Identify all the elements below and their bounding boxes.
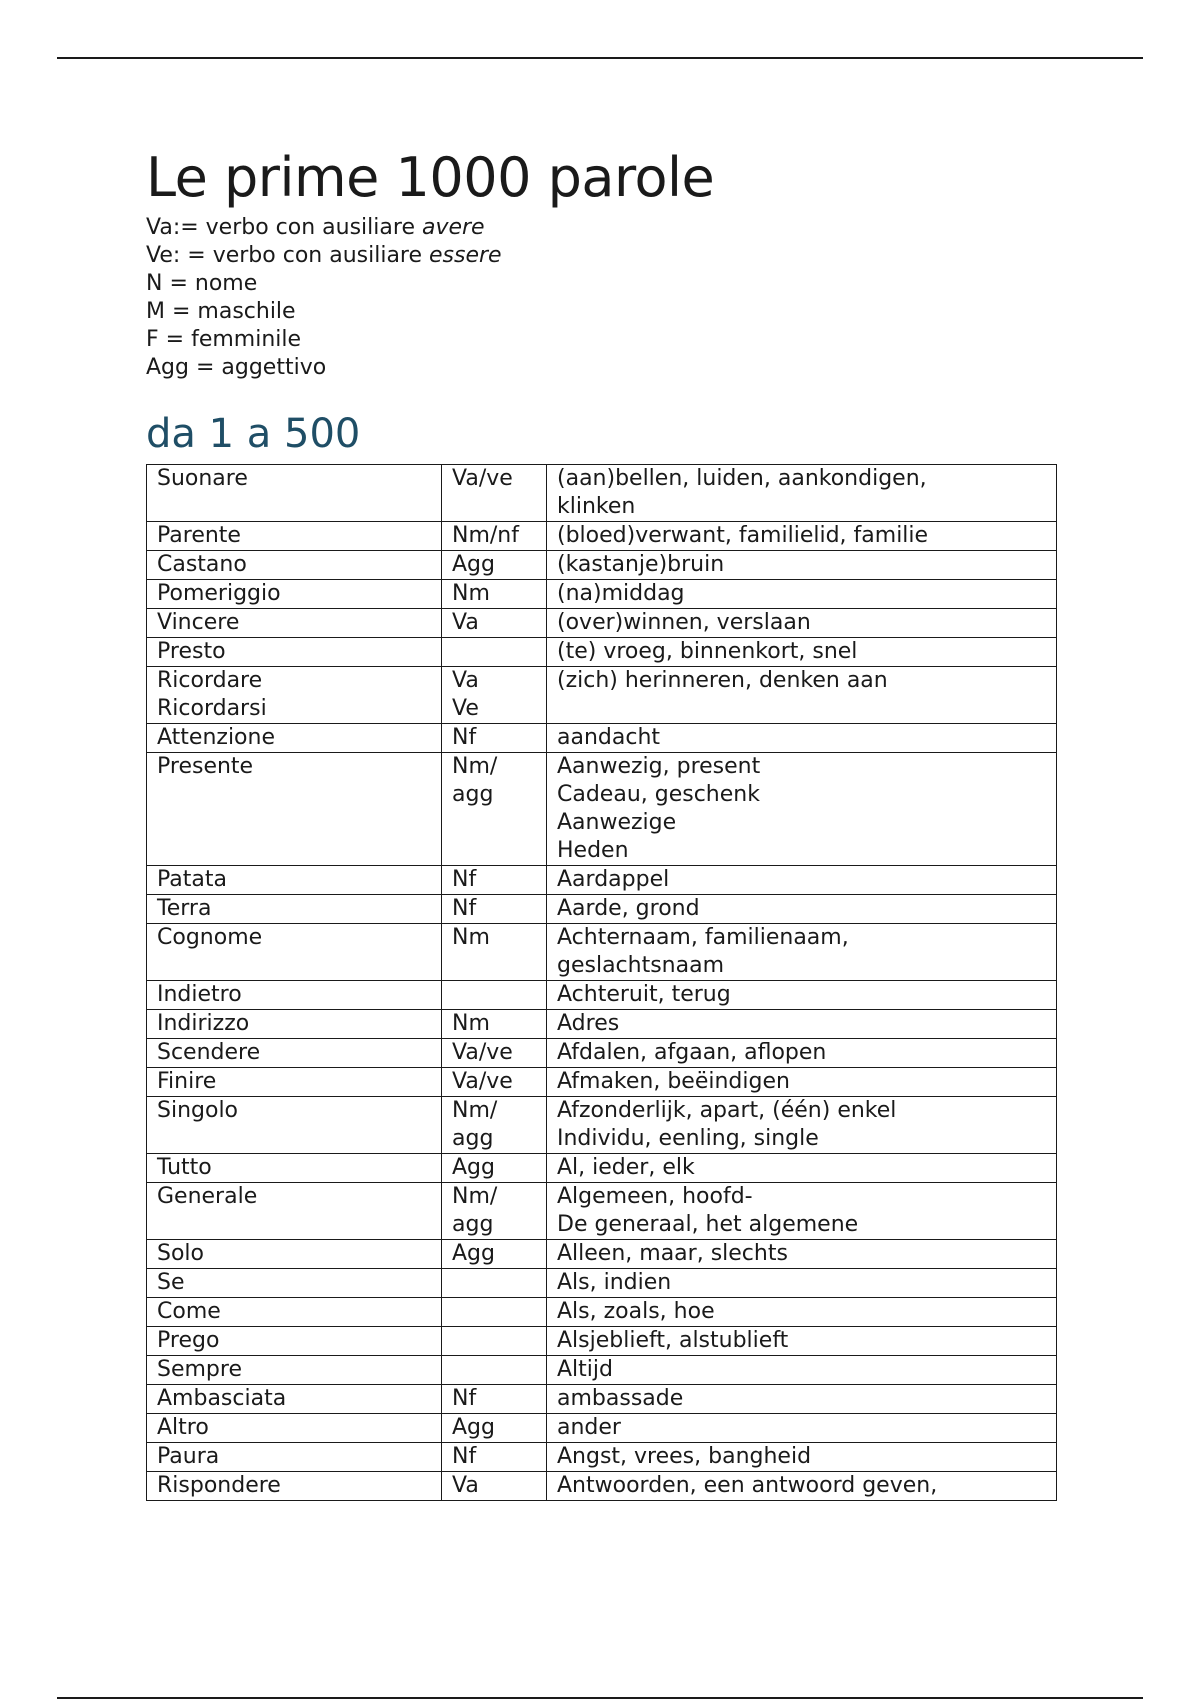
italian-word-cell: Generale bbox=[147, 1183, 442, 1240]
italian-word-cell: Attenzione bbox=[147, 724, 442, 753]
word-type-cell: Nf bbox=[442, 1443, 547, 1472]
legend-emphasis: essere bbox=[429, 243, 502, 268]
table-row bbox=[147, 1356, 1057, 1385]
table-row bbox=[147, 1068, 1057, 1097]
table-row bbox=[147, 1327, 1057, 1356]
word-type-cell: Agg bbox=[442, 551, 547, 580]
italian-word-cell: Ambasciata bbox=[147, 1385, 442, 1414]
translation-cell: ambassade bbox=[547, 1385, 1057, 1414]
translation-cell: (te) vroeg, binnenkort, snel bbox=[547, 638, 1057, 667]
translation-cell: (bloed)verwant, familielid, familie bbox=[547, 522, 1057, 551]
legend-line bbox=[146, 354, 1056, 382]
italian-word-cell: Ricordare Ricordarsi bbox=[147, 667, 442, 724]
italian-word-cell: Come bbox=[147, 1298, 442, 1327]
section-heading: da 1 a 500 bbox=[146, 411, 361, 457]
table-row bbox=[147, 1298, 1057, 1327]
translation-cell: Afzonderlijk, apart, (één) enkel Individu, eenling, single bbox=[547, 1097, 1057, 1154]
word-type-cell: Nf bbox=[442, 866, 547, 895]
legend-line bbox=[146, 298, 1056, 326]
footer-rule bbox=[57, 1697, 1143, 1699]
translation-cell: (na)middag bbox=[547, 580, 1057, 609]
legend-emphasis: avere bbox=[421, 215, 485, 240]
word-type-cell: Va bbox=[442, 1472, 547, 1501]
word-type-cell: Va/ve bbox=[442, 1039, 547, 1068]
italian-word-cell: Altro bbox=[147, 1414, 442, 1443]
translation-cell: (kastanje)bruin bbox=[547, 551, 1057, 580]
vocabulary-table-body bbox=[147, 465, 1057, 1501]
italian-word-cell: Castano bbox=[147, 551, 442, 580]
page-content bbox=[146, 146, 1056, 1501]
legend-line bbox=[146, 242, 1056, 270]
translation-cell: Al, ieder, elk bbox=[547, 1154, 1057, 1183]
table-row bbox=[147, 522, 1057, 551]
word-type-cell: Nm/nf bbox=[442, 522, 547, 551]
translation-cell: Achteruit, terug bbox=[547, 981, 1057, 1010]
word-type-cell: Nf bbox=[442, 1385, 547, 1414]
italian-word-cell: Prego bbox=[147, 1327, 442, 1356]
italian-word-cell: Indietro bbox=[147, 981, 442, 1010]
legend-text: Va:= verbo con ausiliare bbox=[146, 215, 422, 240]
word-type-cell bbox=[442, 981, 547, 1010]
word-type-cell: Nm bbox=[442, 1010, 547, 1039]
translation-cell: aandacht bbox=[547, 724, 1057, 753]
italian-word-cell: Presente bbox=[147, 753, 442, 866]
italian-word-cell: Singolo bbox=[147, 1097, 442, 1154]
word-type-cell bbox=[442, 638, 547, 667]
table-row bbox=[147, 924, 1057, 981]
word-type-cell: Nf bbox=[442, 724, 547, 753]
translation-cell: Algemeen, hoofd- De generaal, het algemene bbox=[547, 1183, 1057, 1240]
italian-word-cell: Parente bbox=[147, 522, 442, 551]
italian-word-cell: Terra bbox=[147, 895, 442, 924]
italian-word-cell: Patata bbox=[147, 866, 442, 895]
legend-line bbox=[146, 326, 1056, 354]
translation-cell: Als, indien bbox=[547, 1269, 1057, 1298]
table-row bbox=[147, 609, 1057, 638]
header-rule bbox=[57, 57, 1143, 59]
page-title: Le prime 1000 parole bbox=[146, 146, 715, 209]
table-row bbox=[147, 724, 1057, 753]
table-row bbox=[147, 1472, 1057, 1501]
translation-cell: Antwoorden, een antwoord geven, bbox=[547, 1472, 1057, 1501]
table-row bbox=[147, 1010, 1057, 1039]
table-row bbox=[147, 1039, 1057, 1068]
table-row bbox=[147, 1443, 1057, 1472]
table-row bbox=[147, 1097, 1057, 1154]
italian-word-cell: Rispondere bbox=[147, 1472, 442, 1501]
translation-cell: Altijd bbox=[547, 1356, 1057, 1385]
translation-cell: Achternaam, familienaam, geslachtsnaam bbox=[547, 924, 1057, 981]
table-row bbox=[147, 1240, 1057, 1269]
legend-text: N = nome bbox=[146, 271, 258, 296]
italian-word-cell: Solo bbox=[147, 1240, 442, 1269]
word-type-cell bbox=[442, 1327, 547, 1356]
italian-word-cell: Vincere bbox=[147, 609, 442, 638]
italian-word-cell: Scendere bbox=[147, 1039, 442, 1068]
italian-word-cell: Suonare bbox=[147, 465, 442, 522]
legend-line bbox=[146, 270, 1056, 298]
italian-word-cell: Presto bbox=[147, 638, 442, 667]
translation-cell: Afmaken, beëindigen bbox=[547, 1068, 1057, 1097]
table-row bbox=[147, 1183, 1057, 1240]
table-row bbox=[147, 1414, 1057, 1443]
translation-cell: Alleen, maar, slechts bbox=[547, 1240, 1057, 1269]
table-row bbox=[147, 981, 1057, 1010]
word-type-cell bbox=[442, 1269, 547, 1298]
table-row bbox=[147, 1385, 1057, 1414]
word-type-cell: Nm bbox=[442, 924, 547, 981]
translation-cell: Aarde, grond bbox=[547, 895, 1057, 924]
table-row bbox=[147, 866, 1057, 895]
table-row bbox=[147, 638, 1057, 667]
italian-word-cell: Tutto bbox=[147, 1154, 442, 1183]
italian-word-cell: Finire bbox=[147, 1068, 442, 1097]
legend-line bbox=[146, 214, 1056, 242]
word-type-cell: Agg bbox=[442, 1154, 547, 1183]
table-row bbox=[147, 551, 1057, 580]
word-type-cell: Nf bbox=[442, 895, 547, 924]
word-type-cell: Nm bbox=[442, 580, 547, 609]
word-type-cell: Va bbox=[442, 609, 547, 638]
translation-cell: Adres bbox=[547, 1010, 1057, 1039]
table-row bbox=[147, 1154, 1057, 1183]
translation-cell: (aan)bellen, luiden, aankondigen, klinken bbox=[547, 465, 1057, 522]
table-row bbox=[147, 895, 1057, 924]
legend-text: Ve: = verbo con ausiliare bbox=[146, 243, 430, 268]
word-type-cell: Agg bbox=[442, 1414, 547, 1443]
word-type-cell: Va/ve bbox=[442, 1068, 547, 1097]
italian-word-cell: Se bbox=[147, 1269, 442, 1298]
legend-text: Agg = aggettivo bbox=[146, 355, 327, 380]
translation-cell: Aardappel bbox=[547, 866, 1057, 895]
vocabulary-table bbox=[146, 464, 1057, 1501]
legend-text: M = maschile bbox=[146, 299, 296, 324]
translation-cell: Afdalen, afgaan, aflopen bbox=[547, 1039, 1057, 1068]
legend-text: F = femminile bbox=[146, 327, 302, 352]
translation-cell: (over)winnen, verslaan bbox=[547, 609, 1057, 638]
italian-word-cell: Indirizzo bbox=[147, 1010, 442, 1039]
word-type-cell: Nm/ agg bbox=[442, 1183, 547, 1240]
translation-cell: Als, zoals, hoe bbox=[547, 1298, 1057, 1327]
table-row bbox=[147, 1269, 1057, 1298]
italian-word-cell: Sempre bbox=[147, 1356, 442, 1385]
translation-cell: ander bbox=[547, 1414, 1057, 1443]
abbreviation-legend bbox=[146, 214, 1056, 382]
translation-cell: Alsjeblieft, alstublieft bbox=[547, 1327, 1057, 1356]
word-type-cell: Va/ve bbox=[442, 465, 547, 522]
word-type-cell: Va Ve bbox=[442, 667, 547, 724]
table-row bbox=[147, 667, 1057, 724]
translation-cell: (zich) herinneren, denken aan bbox=[547, 667, 1057, 724]
word-type-cell: Nm/ agg bbox=[442, 753, 547, 866]
italian-word-cell: Pomeriggio bbox=[147, 580, 442, 609]
italian-word-cell: Cognome bbox=[147, 924, 442, 981]
table-row bbox=[147, 753, 1057, 866]
word-type-cell: Agg bbox=[442, 1240, 547, 1269]
word-type-cell bbox=[442, 1356, 547, 1385]
word-type-cell: Nm/ agg bbox=[442, 1097, 547, 1154]
translation-cell: Aanwezig, present Cadeau, geschenk Aanwezige Heden bbox=[547, 753, 1057, 866]
table-row bbox=[147, 580, 1057, 609]
word-type-cell bbox=[442, 1298, 547, 1327]
italian-word-cell: Paura bbox=[147, 1443, 442, 1472]
translation-cell: Angst, vrees, bangheid bbox=[547, 1443, 1057, 1472]
table-row bbox=[147, 465, 1057, 522]
